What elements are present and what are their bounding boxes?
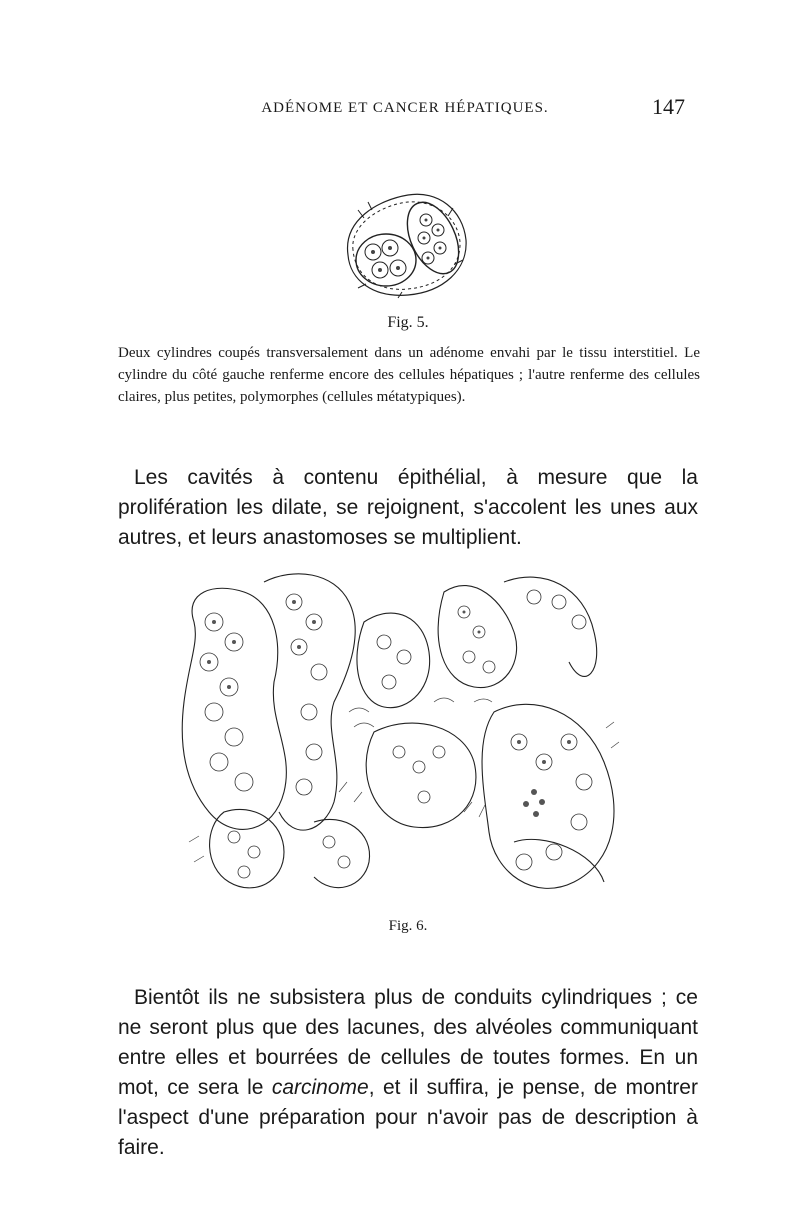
- paragraph-1-text: Les cavités à contenu épithélial, à mesure que la prolifération les dilate, se rejoignent, s'accolent les unes aux autres, et leurs anastomoses se multiplient.: [118, 466, 698, 549]
- page-number: 147: [652, 94, 685, 119]
- figure-5-label: Fig. 5.: [387, 314, 429, 331]
- figure-5-illustration: [328, 180, 478, 305]
- running-head: ADÉNOME ET CANCER HÉPATIQUES.: [261, 100, 549, 116]
- caption-text: Deux cylindres coupés transversalement dans un adénome envahi par le tissu interstitiel. Le cylindre du côté gauche renferme encore des cellules hépatiques ; l'autre renferme des cellules claires, plus petites, polymorphes (cellules métatypiques).: [118, 345, 700, 405]
- paragraph-2-text: [118, 983, 698, 1163]
- paragraph-1: [118, 463, 698, 553]
- figure-6-illustration: [174, 562, 644, 914]
- paragraph-2: [118, 983, 698, 1163]
- paragraph-2-after: , et il suffira, je pense, de montrer l'aspect d'une préparation pour n'avoir pas de description à faire.: [118, 1076, 698, 1159]
- paragraph-2-italic-term: carcinome: [271, 1076, 369, 1099]
- figure-6-label: Fig. 6.: [388, 918, 428, 934]
- figure-5-caption: [118, 342, 700, 408]
- paragraph-2-before: Bientôt ils ne subsistera plus de conduits cylindriques ; ce ne seront plus que des lacunes, des alvéoles communiquant entre elles et bourrées de cellules de toutes formes. En un mot, ce sera le: [118, 986, 698, 1099]
